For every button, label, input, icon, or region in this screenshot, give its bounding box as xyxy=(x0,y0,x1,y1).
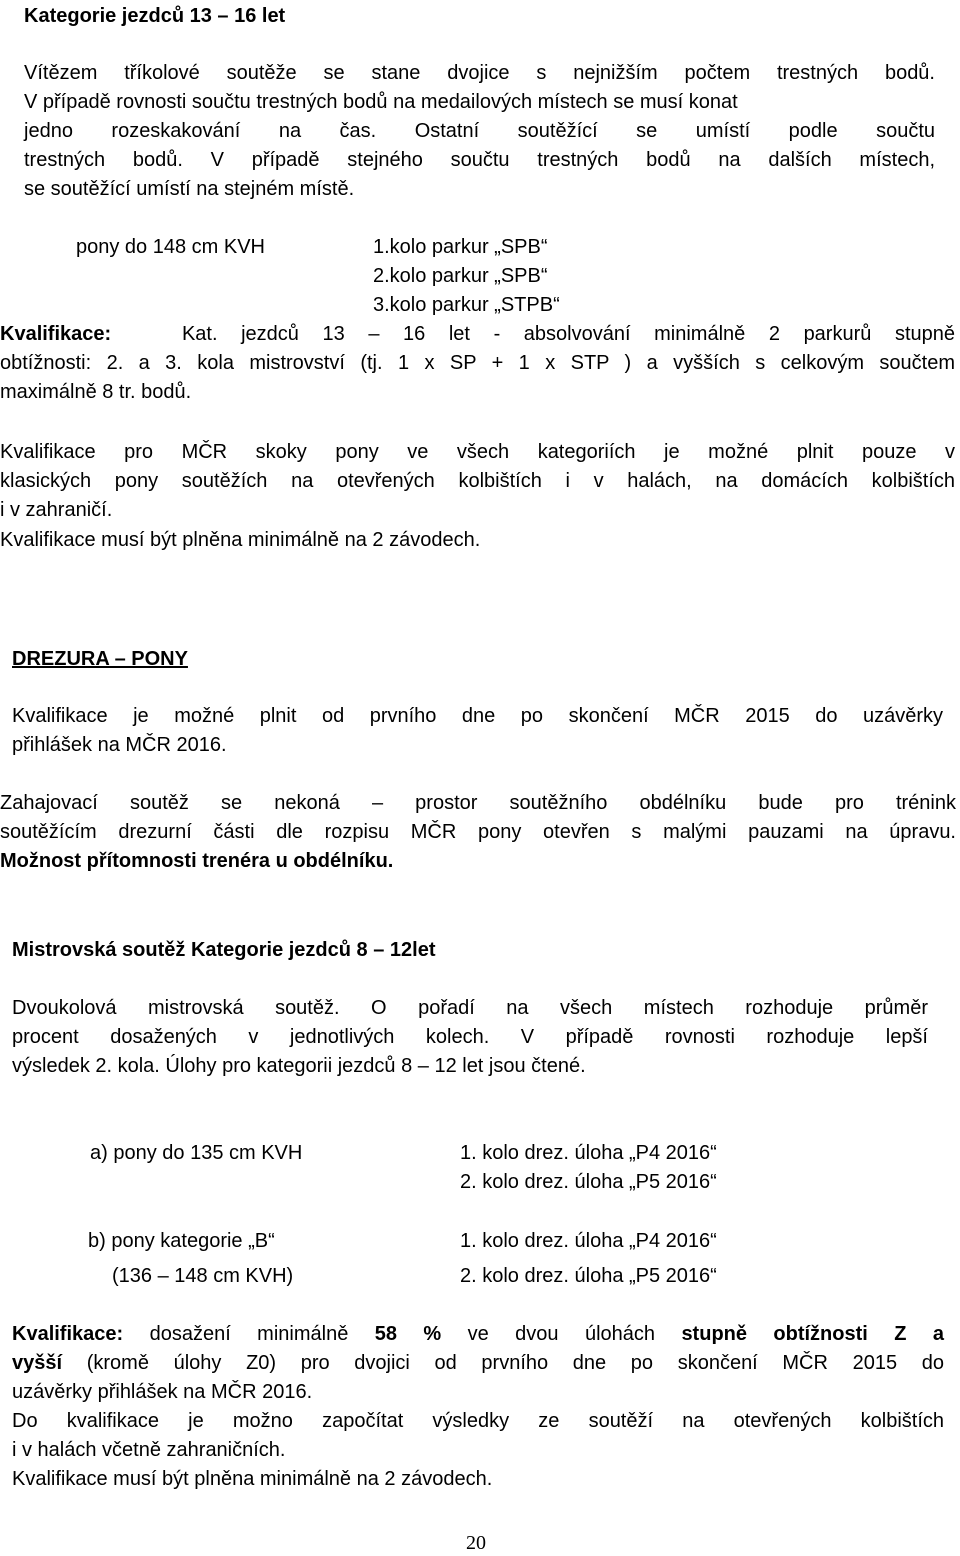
round-3-label: 3.kolo parkur „STPB“ xyxy=(373,294,560,316)
pony-category-label: pony do 148 cm KVH xyxy=(76,236,265,258)
qualification-label: Kvalifikace: xyxy=(0,323,112,345)
text-line: klasických pony soutěžích na otevřených kolbištích i v halách, na domácích kolbištích xyxy=(0,470,955,492)
text-line: výsledek 2. kola. Úlohy pro kategorii jezdců 8 – 12 let jsou čtené. xyxy=(12,1055,586,1077)
difficulty-level: stupně obtížnosti Z a xyxy=(681,1323,945,1345)
category-a-round-1: 1. kolo drez. úloha „P4 2016“ xyxy=(460,1142,717,1164)
text-line: Dvoukolová mistrovská soutěž. O pořadí na všech místech rozhoduje průměr xyxy=(12,997,928,1019)
page-number: 20 xyxy=(466,1532,486,1554)
category-b-round-2: 2. kolo drez. úloha „P5 2016“ xyxy=(460,1265,717,1287)
paragraph-min-competitions-dressage: Kvalifikace musí být plněna minimálně na 2 závodech. xyxy=(12,1468,493,1490)
text-line: přihlášek na MČR 2016. xyxy=(12,734,227,756)
paragraph-championship-rules xyxy=(12,994,928,1081)
text-line: i v zahraničí. xyxy=(0,499,113,521)
qualification-label: Kvalifikace: xyxy=(12,1323,124,1345)
section-heading-jumping-13-16: Kategorie jezdců 13 – 16 let xyxy=(24,5,286,27)
text-line: maximálně 8 tr. bodů. xyxy=(0,381,192,403)
text-line: obtížnosti: 2. a 3. kola mistrovství (tj. 1 x SP + 1 x STP ) a vyšších s celkovým součtem xyxy=(0,352,955,374)
trainer-presence-note: Možnost přítomnosti trenéra u obdélníku. xyxy=(0,850,394,872)
text-line: Kvalifikace pro MČR skoky pony ve všech kategoriích je možné plnit pouze v xyxy=(0,441,955,463)
text-line: trestných bodů. V případě stejného součtu trestných bodů na dalších místech, xyxy=(24,149,935,171)
text-line: V případě rovnosti součtu trestných bodů na medailových místech se musí konat xyxy=(24,91,738,113)
text-line: Do kvalifikace je možno započítat výsledky ze soutěží na otevřených kolbištích xyxy=(12,1410,944,1432)
round-1-label: 1.kolo parkur „SPB“ xyxy=(373,236,548,258)
paragraph-dressage-qualification-8-12: Kvalifikace: dosažení minimálně 58 % ve dvou úlohách stupně obtížnosti Z a vyšší (kromě úlohy Z0) pro dvojici od prvního dne po skončení MČR 2015 do uzávěrky přihlášek na MČR 2016. xyxy=(12,1320,944,1407)
section-heading-dressage-pony: DREZURA – PONY xyxy=(12,648,188,670)
paragraph-winner-rules xyxy=(24,59,935,204)
paragraph-opening-competition xyxy=(0,789,956,876)
category-b-height-range: (136 – 148 cm KVH) xyxy=(112,1265,294,1287)
paragraph-qualification-open-venues xyxy=(0,438,955,525)
text-line: Vítězem tříkolové soutěže se stane dvojice s nejnižším počtem trestných bodů. xyxy=(24,62,935,84)
min-percentage: 58 % xyxy=(374,1323,442,1345)
text-line: uzávěrky přihlášek na MČR 2016. xyxy=(12,1381,313,1403)
paragraph-open-venues-results xyxy=(12,1407,944,1465)
text-line: Kvalifikace je možné plnit od prvního dne po skončení MČR 2015 do uzávěrky xyxy=(12,705,943,727)
round-2-label: 2.kolo parkur „SPB“ xyxy=(373,265,548,287)
paragraph-dressage-qualification xyxy=(12,702,943,760)
text-line: Zahajovací soutěž se nekoná – prostor soutěžního obdélníku bude pro trénink xyxy=(0,792,956,814)
text-line: soutěžícím drezurní části dle rozpisu MČR pony otevřen s malými pauzami na úpravu. xyxy=(0,821,956,843)
category-b-label: b) pony kategorie „B“ xyxy=(88,1230,275,1252)
section-heading-championship-8-12: Mistrovská soutěž Kategorie jezdců 8 – 12let xyxy=(12,939,436,961)
paragraph-qualification-13-16 xyxy=(0,320,955,407)
text-line: se soutěžící umístí na stejném místě. xyxy=(24,178,355,200)
text-line: Kat. jezdců 13 – 16 let - absolvování minimálně 2 parkurů stupně xyxy=(181,323,956,345)
category-a-round-2: 2. kolo drez. úloha „P5 2016“ xyxy=(460,1171,717,1193)
category-a-label: a) pony do 135 cm KVH xyxy=(90,1142,303,1164)
text-line: procent dosažených v jednotlivých kolech. V případě rovnosti rozhoduje lepší xyxy=(12,1026,928,1048)
text-line: i v halách včetně zahraničních. xyxy=(12,1439,286,1461)
category-b-round-1: 1. kolo drez. úloha „P4 2016“ xyxy=(460,1230,717,1252)
text-line: jedno rozeskakování na čas. Ostatní soutěžící se umístí podle součtu xyxy=(24,120,935,142)
paragraph-min-competitions: Kvalifikace musí být plněna minimálně na 2 závodech. xyxy=(0,529,481,551)
